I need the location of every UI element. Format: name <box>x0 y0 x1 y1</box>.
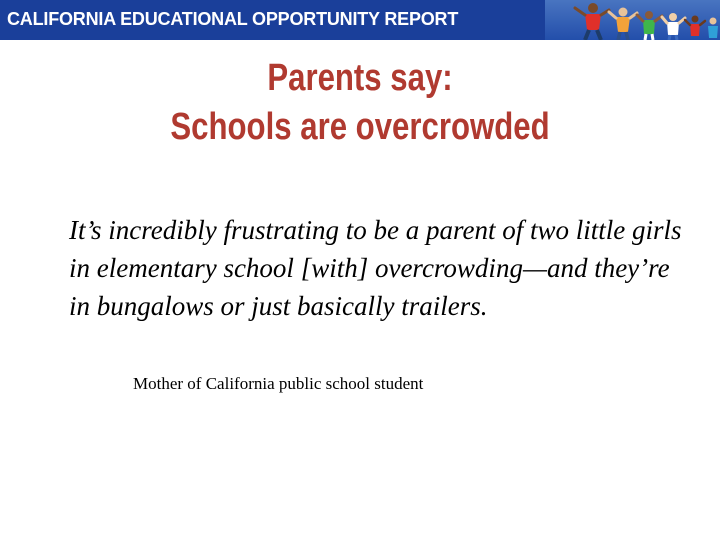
slide-title <box>65 54 655 152</box>
quote-attribution: Mother of California public school student <box>133 374 424 393</box>
parent-quote: It’s incredibly frustrating to be a parent of two little girls in elementary school [with] overcrowding—and they’re in bungalows or just basically trailers. <box>69 215 682 321</box>
header-banner <box>0 0 720 40</box>
banner-title: CALIFORNIA EDUCATIONAL OPPORTUNITY REPORT <box>7 9 459 29</box>
slide-title-line-2: Schools are overcrowded <box>170 106 550 148</box>
children-photo <box>545 0 720 40</box>
slide-title-line-1: Parents say: <box>267 57 453 99</box>
